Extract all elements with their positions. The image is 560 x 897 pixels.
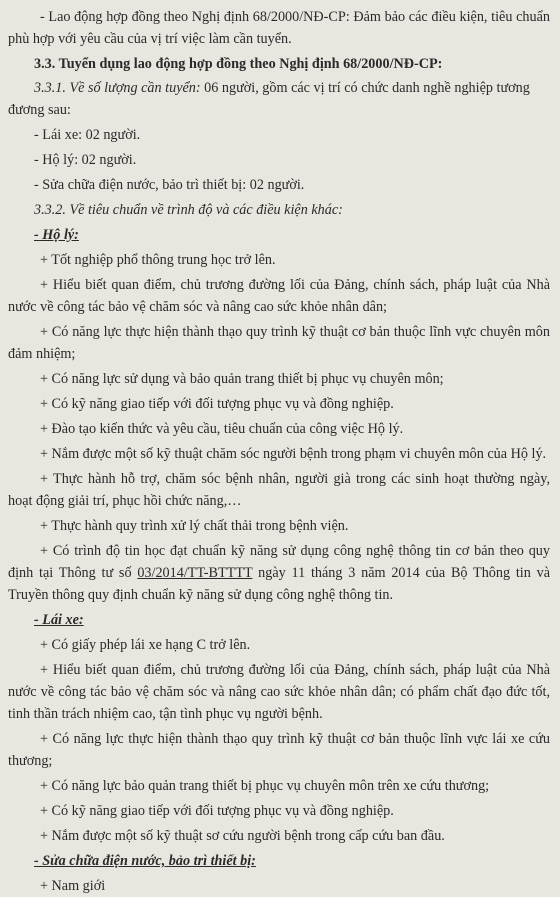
repair-item: + Nam giới	[40, 878, 106, 894]
driver-item: + Nắm được một số kỹ thuật sơ cứu người bệnh trong cấp cứu ban đầu.	[40, 828, 445, 844]
position-nurse-aide: - Hộ lý: 02 người.	[34, 152, 137, 168]
driver-item: + Có kỹ năng giao tiếp với đối tượng phục vụ và đồng nghiệp.	[40, 803, 394, 819]
nurse-aide-item: + Đào tạo kiến thức và yêu cầu, tiêu chuẩn của công việc Hộ lý.	[40, 421, 404, 437]
nurse-aide-item: + Tốt nghiệp phổ thông trung học trở lên.	[40, 252, 276, 268]
nurse-aide-item: + Có kỹ năng giao tiếp với đối tượng phục vụ và đồng nghiệp.	[40, 396, 394, 412]
quantity-paragraph	[8, 77, 550, 121]
repair-heading: - Sửa chữa điện nước, bảo trì thiết bị:	[34, 853, 256, 869]
nurse-aide-item: + Thực hành quy trình xử lý chất thải trong bệnh viện.	[40, 518, 349, 534]
position-driver: - Lái xe: 02 người.	[34, 127, 141, 143]
nurse-aide-it-item: + Có trình độ tin học đạt chuẩn kỹ năng sử dụng công nghệ thông tin cơ bản theo quy định tại Thông tư số 03/2014/TT-BTTTT ngày 11 tháng 3 năm 2014 của Bộ Thông tin và Truyền thông quy định chuẩn kỹ năng sử dụng công nghệ thông tin.	[8, 543, 550, 603]
nurse-aide-item: + Có năng lực sử dụng và bảo quản trang thiết bị phục vụ chuyên môn;	[40, 371, 444, 387]
driver-item: + Hiểu biết quan điểm, chủ trương đường lối của Đảng, chính sách, pháp luật của Nhà nước về công tác bảo vệ chăm sóc và nâng cao sức khỏe nhân dân; có phẩm chất đạo đức tốt, tinh thần trách nhiệm cao, tận tình phục vụ người bệnh.	[8, 662, 550, 722]
driver-item: + Có năng lực thực hiện thành thạo quy trình kỹ thuật cơ bản thuộc lĩnh vực lái xe cứu thương;	[8, 731, 550, 769]
position-repair: - Sửa chữa điện nước, bảo trì thiết bị: 02 người.	[34, 177, 305, 193]
nurse-aide-heading: - Hộ lý:	[34, 227, 79, 243]
nurse-aide-item: + Hiểu biết quan điểm, chủ trương đường lối của Đảng, chính sách, pháp luật của Nhà nước về công tác bảo vệ chăm sóc và nâng cao sức khỏe nhân dân;	[8, 277, 550, 315]
circular-link[interactable]: 03/2014/TT-BTTTT	[137, 565, 253, 581]
intro-paragraph: - Lao động hợp đồng theo Nghị định 68/2000/NĐ-CP: Đảm bảo các điều kiện, tiêu chuẩn phù hợp với yêu cầu của vị trí việc làm cần tuyển.	[8, 9, 550, 47]
nurse-aide-item: + Nắm được một số kỹ thuật chăm sóc người bệnh trong phạm vi chuyên môn của Hộ lý.	[40, 446, 547, 462]
quantity-title: 3.3.1. Về số lượng cần tuyển:	[34, 80, 201, 96]
section-heading: 3.3. Tuyển dụng lao động hợp đồng theo Nghị định 68/2000/NĐ-CP:	[34, 56, 443, 72]
driver-heading: - Lái xe:	[34, 612, 84, 628]
driver-item: + Có giấy phép lái xe hạng C trở lên.	[40, 637, 251, 653]
standards-title: 3.3.2. Về tiêu chuẩn về trình độ và các điều kiện khác:	[34, 202, 343, 218]
quantity-text: 06 người, gồm các vị trí có chức danh nghề nghiệp tương đương sau:	[8, 80, 530, 118]
nurse-aide-item: + Có năng lực thực hiện thành thạo quy trình kỹ thuật cơ bản thuộc lĩnh vực chuyên môn đảm nhiệm;	[8, 324, 550, 362]
nurse-aide-item: + Thực hành hỗ trợ, chăm sóc bệnh nhân, người già trong các sinh hoạt thường ngày, hoạt động giải trí, phục hồi chức năng,…	[8, 471, 550, 509]
driver-item: + Có năng lực bảo quản trang thiết bị phục vụ chuyên môn trên xe cứu thương;	[40, 778, 490, 794]
